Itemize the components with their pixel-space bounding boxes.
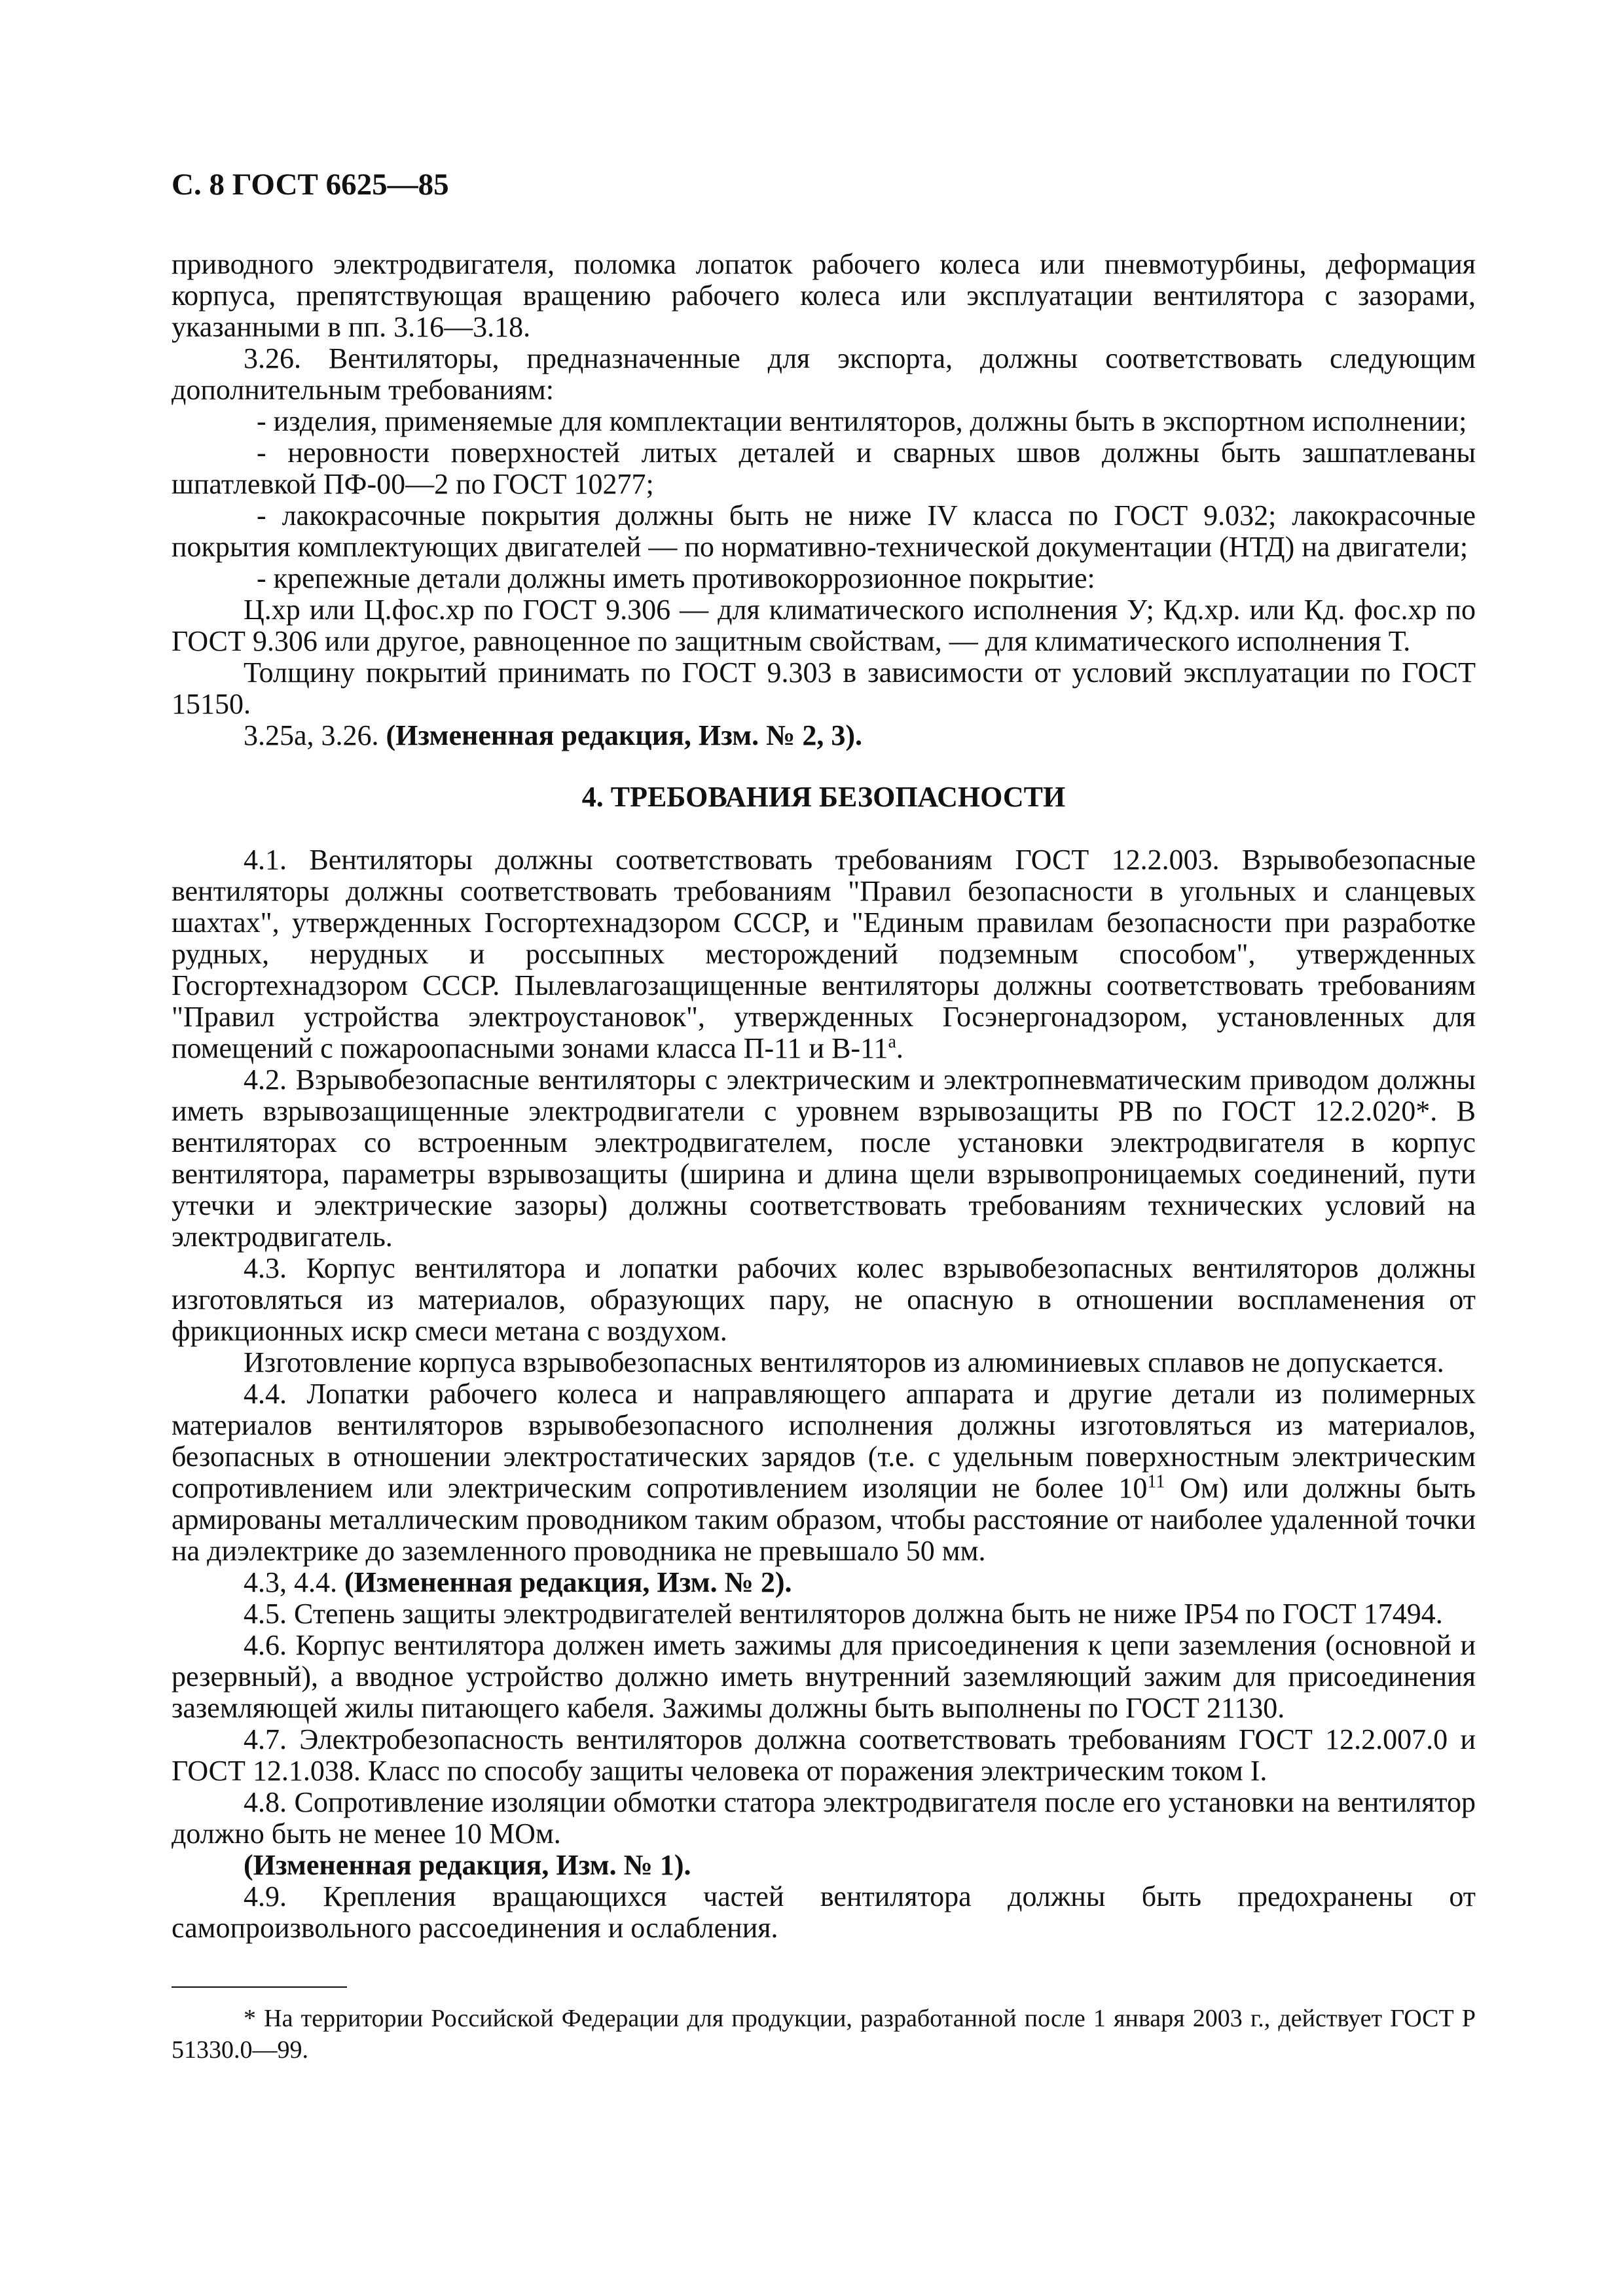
paragraph-4-5: 4.5. Степень защиты электродвигателей вентиляторов должна быть не ниже IP54 по ГОСТ 17494. [244,1598,1443,1630]
page-header [172,165,449,204]
amendment-note [172,720,1476,751]
paragraph-4-1-end: . [896,1032,903,1064]
paragraph-4-4-text: 4.4. Лопатки рабочего колеса и направляющего аппарата и другие детали из полимерных материалов вентиляторов взрывобезопасного исполнения должны изготовляться из материалов, безопасных в отношении электростатических зарядов (т.е. с удельным поверхностным электрическим сопротивлением или электрическим сопротивлением изоляции не более 10 [172,1378,1476,1504]
superscript-a: а [888,1031,896,1052]
paragraph-4-4-end: Ом) или должны быть армированы металлическим проводником таким образом, чтобы расстояние от наиболее удаленной точки на диэлектрике до заземленного проводника не превышало 50 мм. [172,1472,1476,1567]
list-item: - крепежные детали должны иметь противокоррозионное покрытие: [257,562,1095,594]
paragraph-4-2: 4.2. Взрывобезопасные вентиляторы с электрическим и электропневматическим приводом должны иметь взрывозащищенные электродвигатели с уровнем взрывозащиты РВ по ГОСТ 12.2.020*. В вентиляторах со встроенным электродвигателем, после установки электродвигателя в корпус вентилятора, параметры взрывозащиты (ширина и длина щели взрывопроницаемых соединений, пути утечки и электрические зазоры) должны соответствовать требованиям технических условий на электродвигатель. [172,1064,1476,1253]
amendment-note: (Измененная редакция, Изм. № 1). [244,1849,691,1881]
exponent: 11 [1147,1471,1165,1492]
document-code: ГОСТ 6625—85 [232,168,449,202]
paragraph-3-26: 3.26. Вентиляторы, предназначенные для экспорта, должны соответствовать следующим дополнительным требованиям: [172,342,1476,406]
footnote-divider [172,1986,347,1988]
amendment-clauses: 3.25а, 3.26. [244,719,386,751]
amendment-label: (Измененная редакция, Изм. № 2). [344,1566,792,1598]
paragraph-4-1 [172,844,1476,1064]
paragraph-4-8: 4.8. Сопротивление изоляции обмотки статора электродвигателя после его установки на вентилятор должно быть не менее 10 МОм. [172,1786,1476,1850]
page-number: С. 8 [172,168,225,202]
section-heading: 4. ТРЕБОВАНИЯ БЕЗОПАСНОСТИ [581,781,1066,813]
paragraph-4-6: 4.6. Корпус вентилятора должен иметь зажимы для присоединения к цепи заземления (основной и резервный), а вводное устройство должно иметь внутренний заземляющий зажим для присоединения заземляющей жилы питающего кабеля. Зажимы должны быть выполнены по ГОСТ 21130. [172,1629,1476,1724]
paragraph-4-3: 4.3. Корпус вентилятора и лопатки рабочих колес взрывобезопасных вентиляторов должны изготовляться из материалов, образующих пару, не опасную в отношении воспламенения от фрикционных искр смеси метана с воздухом. [172,1252,1476,1347]
amendment-clauses: 4.3, 4.4. [244,1566,344,1598]
paragraph-4-1-text: 4.1. Вентиляторы должны соответствовать требованиям ГОСТ 12.2.003. Взрывобезопасные вентиляторы должны соответствовать требованиям "Правил безопасности в угольных и сланцевых шахтах", утвержденных Госгортехнадзором СССР, и "Единым правилам безопасности при разработке рудных, нерудных и россыпных месторождений подземным способом", утвержденных Госгортехнадзором СССР. Пылевлагозащищенные вентиляторы должны соответствовать требованиям "Правил устройства электроустановок", утвержденных Госэнергонадзором, установленных для помещений с пожароопасными зонами класса П-11 и В-11 [172,844,1476,1064]
paragraph-4-9: 4.9. Крепления вращающихся частей вентилятора должны быть предохранены от самопроизвольного рассоединения и ослабления. [172,1880,1476,1944]
amendment-label: (Измененная редакция, Изм. № 2, 3). [386,719,863,751]
list-item: - изделия, применяемые для комплектации вентиляторов, должны быть в экспортном исполнении; [257,405,1467,437]
amendment-note [172,1567,1476,1598]
paragraph-3-25-continuation: приводного электродвигателя, поломка лопаток рабочего колеса или пневмотурбины, деформация корпуса, препятствующая вращению рабочего колеса или эксплуатации вентилятора с зазорами, указанными в пп. 3.16—3.18. [172,248,1476,343]
paragraph-4-4 [172,1378,1476,1567]
footnote-text: * На территории Российской Федерации для продукции, разработанной после 1 января 2003 г., действует ГОСТ Р 51330.0—99. [172,2005,1476,2064]
list-item: - лакокрасочные покрытия должны быть не ниже IV класса по ГОСТ 9.032; лакокрасочные покрытия комплектующих двигателей — по нормативно-технической документации (НТД) на двигатели; [172,499,1476,563]
paragraph-coating: Ц.хр или Ц.фос.хр по ГОСТ 9.306 — для климатического исполнения У; Кд.хр. или Кд. фос.хр по ГОСТ 9.306 или другое, равноценное по защитным свойствам, — для климатического исполнения Т. [172,594,1476,657]
document-body [172,249,1476,1944]
paragraph-thickness: Толщину покрытий принимать по ГОСТ 9.303 в зависимости от условий эксплуатации по ГОСТ 15150. [172,656,1476,720]
footnote [172,2003,1476,2066]
list-item: - неровности поверхностей литых деталей и сварных швов должны быть зашпатлеваны шпатлевкой ПФ-00—2 по ГОСТ 10277; [172,437,1476,500]
paragraph-4-7: 4.7. Электробезопасность вентиляторов должна соответствовать требованиям ГОСТ 12.2.007.0 и ГОСТ 12.1.038. Класс по способу защиты человека от поражения электрическим током I. [172,1723,1476,1787]
paragraph-4-3-b: Изготовление корпуса взрывобезопасных вентиляторов из алюминиевых сплавов не допускается. [244,1346,1444,1378]
